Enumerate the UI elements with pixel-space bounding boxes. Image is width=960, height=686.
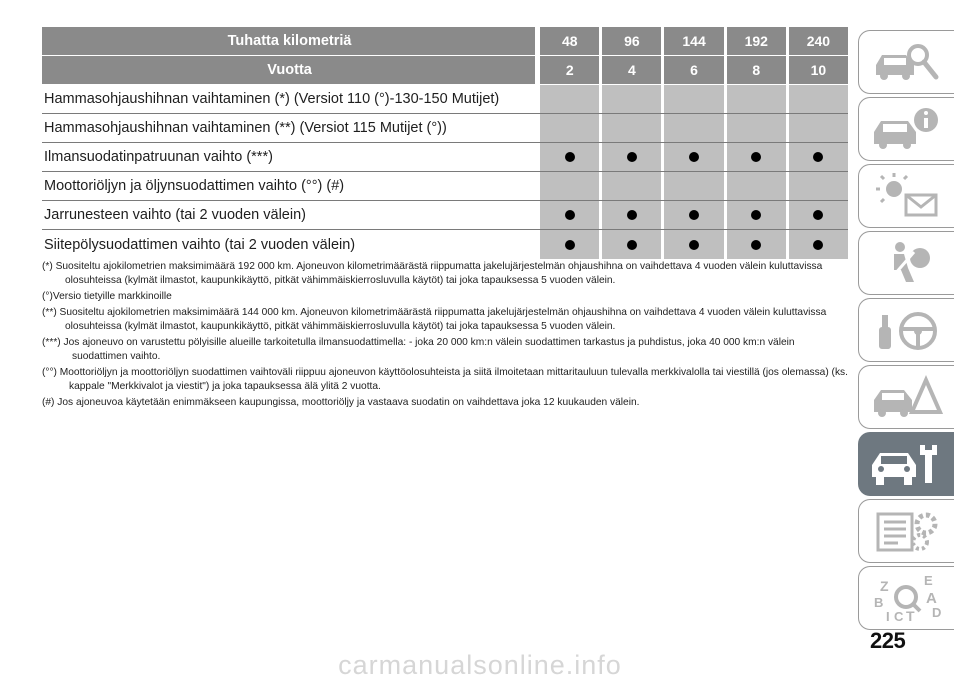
table-cell — [664, 143, 723, 171]
header-row-years — [42, 56, 848, 85]
footnote-text: (**) Suositeltu ajokilometrien maksimimäärä 144 000 km. Ajoneuvon kilometrimäärästä riippumatta jakelujärjestelmän ohjaushihna on vaihdettava 4 vuoden välein kuluttavissa — [42, 307, 827, 318]
table-row — [42, 114, 848, 143]
footnote — [42, 336, 848, 364]
technical-specs-icon — [868, 506, 946, 556]
table-cell — [602, 172, 661, 200]
index-letter: Z — [879, 578, 889, 594]
table-cell — [540, 172, 599, 200]
header-cell: 2 — [540, 56, 599, 84]
table-cell — [727, 143, 786, 171]
table-cell — [602, 114, 661, 142]
service-dot — [751, 152, 761, 162]
tab-technical-specs[interactable] — [858, 499, 954, 563]
service-dot — [813, 240, 823, 250]
tab-warning-lights[interactable] — [858, 164, 954, 228]
service-dot — [689, 210, 699, 220]
chapter-sidebar — [858, 30, 954, 633]
maintenance-table — [42, 27, 848, 259]
table-row — [42, 143, 848, 172]
watermark: carmanualsonline.info — [338, 650, 622, 680]
index-letter: D — [931, 605, 941, 620]
header-cell: 48 — [540, 27, 599, 55]
tab-emergency[interactable] — [858, 365, 954, 429]
footnote — [42, 366, 848, 394]
footnotes — [42, 260, 848, 412]
table-cell — [602, 143, 661, 171]
header-label: Vuotta — [42, 56, 537, 84]
service-dot — [813, 152, 823, 162]
service-dot — [565, 152, 575, 162]
table-cell — [727, 201, 786, 229]
table-cell — [540, 143, 599, 171]
header-row-km — [42, 27, 848, 56]
table-cell — [789, 143, 848, 171]
table-cell — [540, 85, 599, 113]
service-dot — [689, 240, 699, 250]
tab-car-search[interactable] — [858, 30, 954, 94]
service-dot — [751, 210, 761, 220]
service-dot — [813, 210, 823, 220]
row-label: Ilmansuodatinpatruunan vaihto (***) — [44, 149, 273, 165]
table-cell — [789, 172, 848, 200]
service-dot — [565, 210, 575, 220]
tab-starting-driving[interactable] — [858, 298, 954, 362]
footnote-text: (°)Versio tietyille markkinoille — [42, 291, 172, 302]
table-cell — [540, 201, 599, 229]
alphabetical-index-icon — [868, 573, 946, 623]
footnote-text: olosuhteissa (kylmät ilmastot, kaupunkikäyttö, pitkät vähimmäiskierrosluvulla käytöt) tai joka tapauksessa 5 vuoden välein. — [65, 275, 616, 286]
footnote — [42, 396, 848, 410]
table-row — [42, 172, 848, 201]
table-cell — [789, 201, 848, 229]
service-dot — [627, 240, 637, 250]
header-cell: 8 — [727, 56, 786, 84]
index-letter: I — [885, 609, 890, 623]
tab-car-info[interactable] — [858, 97, 954, 161]
emergency-car-icon — [868, 372, 946, 422]
table-cell — [727, 172, 786, 200]
footnote-text: olosuhteissa (kylmät ilmastot, kaupunkikäyttö, pitkät vähimmäiskierrosluvulla käytöt) tai joka tapauksessa 5 vuoden välein. — [65, 321, 616, 332]
header-cell: 240 — [789, 27, 848, 55]
table-cell — [789, 85, 848, 113]
tab-index[interactable] — [858, 566, 954, 630]
table-cell — [602, 230, 661, 259]
table-cell — [789, 230, 848, 259]
service-dot — [751, 240, 761, 250]
index-letter: C — [893, 609, 903, 623]
footnote — [42, 290, 848, 304]
steering-wheel-key-icon — [868, 305, 946, 355]
car-maintenance-icon — [868, 439, 946, 489]
footnote-text: kappale "Merkkivalot ja viestit") ja joka tapauksessa älä ylitä 2 vuotta. — [69, 381, 381, 392]
index-letter: E — [923, 573, 933, 588]
table-row — [42, 85, 848, 114]
table-cell — [540, 230, 599, 259]
table-cell — [602, 85, 661, 113]
car-info-icon — [868, 104, 946, 154]
header-cell: 4 — [602, 56, 661, 84]
table-cell — [664, 85, 723, 113]
table-cell — [602, 201, 661, 229]
table-cell — [664, 114, 723, 142]
table-cell — [664, 201, 723, 229]
tab-airbag-safety[interactable] — [858, 231, 954, 295]
footnote-text: (***) Jos ajoneuvo on varustettu pölyisille alueille tarkoitetulla ilmansuodattimella: - joka 20 000 km:n välein suodattimen tarkastus ja puhdistus, joka 40 000 km:n välein — [42, 337, 795, 348]
header-label: Tuhatta kilometriä — [42, 27, 537, 55]
footnote — [42, 306, 848, 334]
footnote-text: (*) Suositeltu ajokilometrien maksimimäärä 192 000 km. Ajoneuvon kilometrimäärästä riippumatta jakelujärjestelmän ohjaushihna on vaihdettava 4 vuoden välein kuluttavissa — [42, 261, 823, 272]
service-dot — [627, 210, 637, 220]
row-label: Siitepölysuodattimen vaihto (tai 2 vuoden välein) — [44, 236, 356, 253]
table-cell — [664, 172, 723, 200]
index-letter: T — [905, 608, 915, 623]
footnote-text: (#) Jos ajoneuvoa käytetään enimmäkseen kaupungissa, moottoriöljy ja vastaava suodatin on vaihdettava joka 12 kuukauden välein. — [42, 397, 640, 408]
table-row — [42, 230, 848, 259]
row-label: Hammasohjaushihnan vaihtaminen (**) (Versiot 115 Mutijet (°)) — [44, 120, 447, 136]
service-dot — [689, 152, 699, 162]
header-cell: 10 — [789, 56, 848, 84]
table-cell — [727, 85, 786, 113]
service-dot — [627, 152, 637, 162]
warning-lights-icon — [868, 171, 946, 221]
header-cell: 192 — [727, 27, 786, 55]
table-cell — [789, 114, 848, 142]
row-label: Jarrunesteen vaihto (tai 2 vuoden välein) — [44, 207, 306, 223]
table-cell — [664, 230, 723, 259]
page-number: 225 — [870, 628, 906, 653]
header-cell: 144 — [664, 27, 723, 55]
index-letter: B — [873, 595, 883, 610]
airbag-safety-icon — [868, 238, 946, 288]
table-cell — [727, 114, 786, 142]
index-letter: A — [925, 590, 937, 607]
footnote — [42, 260, 848, 288]
table-cell — [727, 230, 786, 259]
table-cell — [540, 114, 599, 142]
header-cell: 6 — [664, 56, 723, 84]
footnote-text: suodattimen vaihto. — [72, 351, 161, 362]
row-label: Moottoriöljyn ja öljynsuodattimen vaihto (°°) (#) — [44, 178, 345, 194]
service-dot — [565, 240, 575, 250]
row-label: Hammasohjaushihnan vaihtaminen (*) (Versiot 110 (°)-130-150 Mutijet) — [44, 91, 500, 107]
header-cell: 96 — [602, 27, 661, 55]
tab-maintenance[interactable] — [858, 432, 954, 496]
footnote-text: (°°) Moottoriöljyn ja moottoriöljyn suodattimen vaihtoväli riippuu ajoneuvon käyttöolosuhteista ja siitä ilmoitetaan mittaritauluun tulevalla merkkivalolla tai viestillä (jos olemassa) (ks. — [42, 367, 848, 378]
car-search-icon — [868, 37, 946, 87]
table-row — [42, 201, 848, 230]
